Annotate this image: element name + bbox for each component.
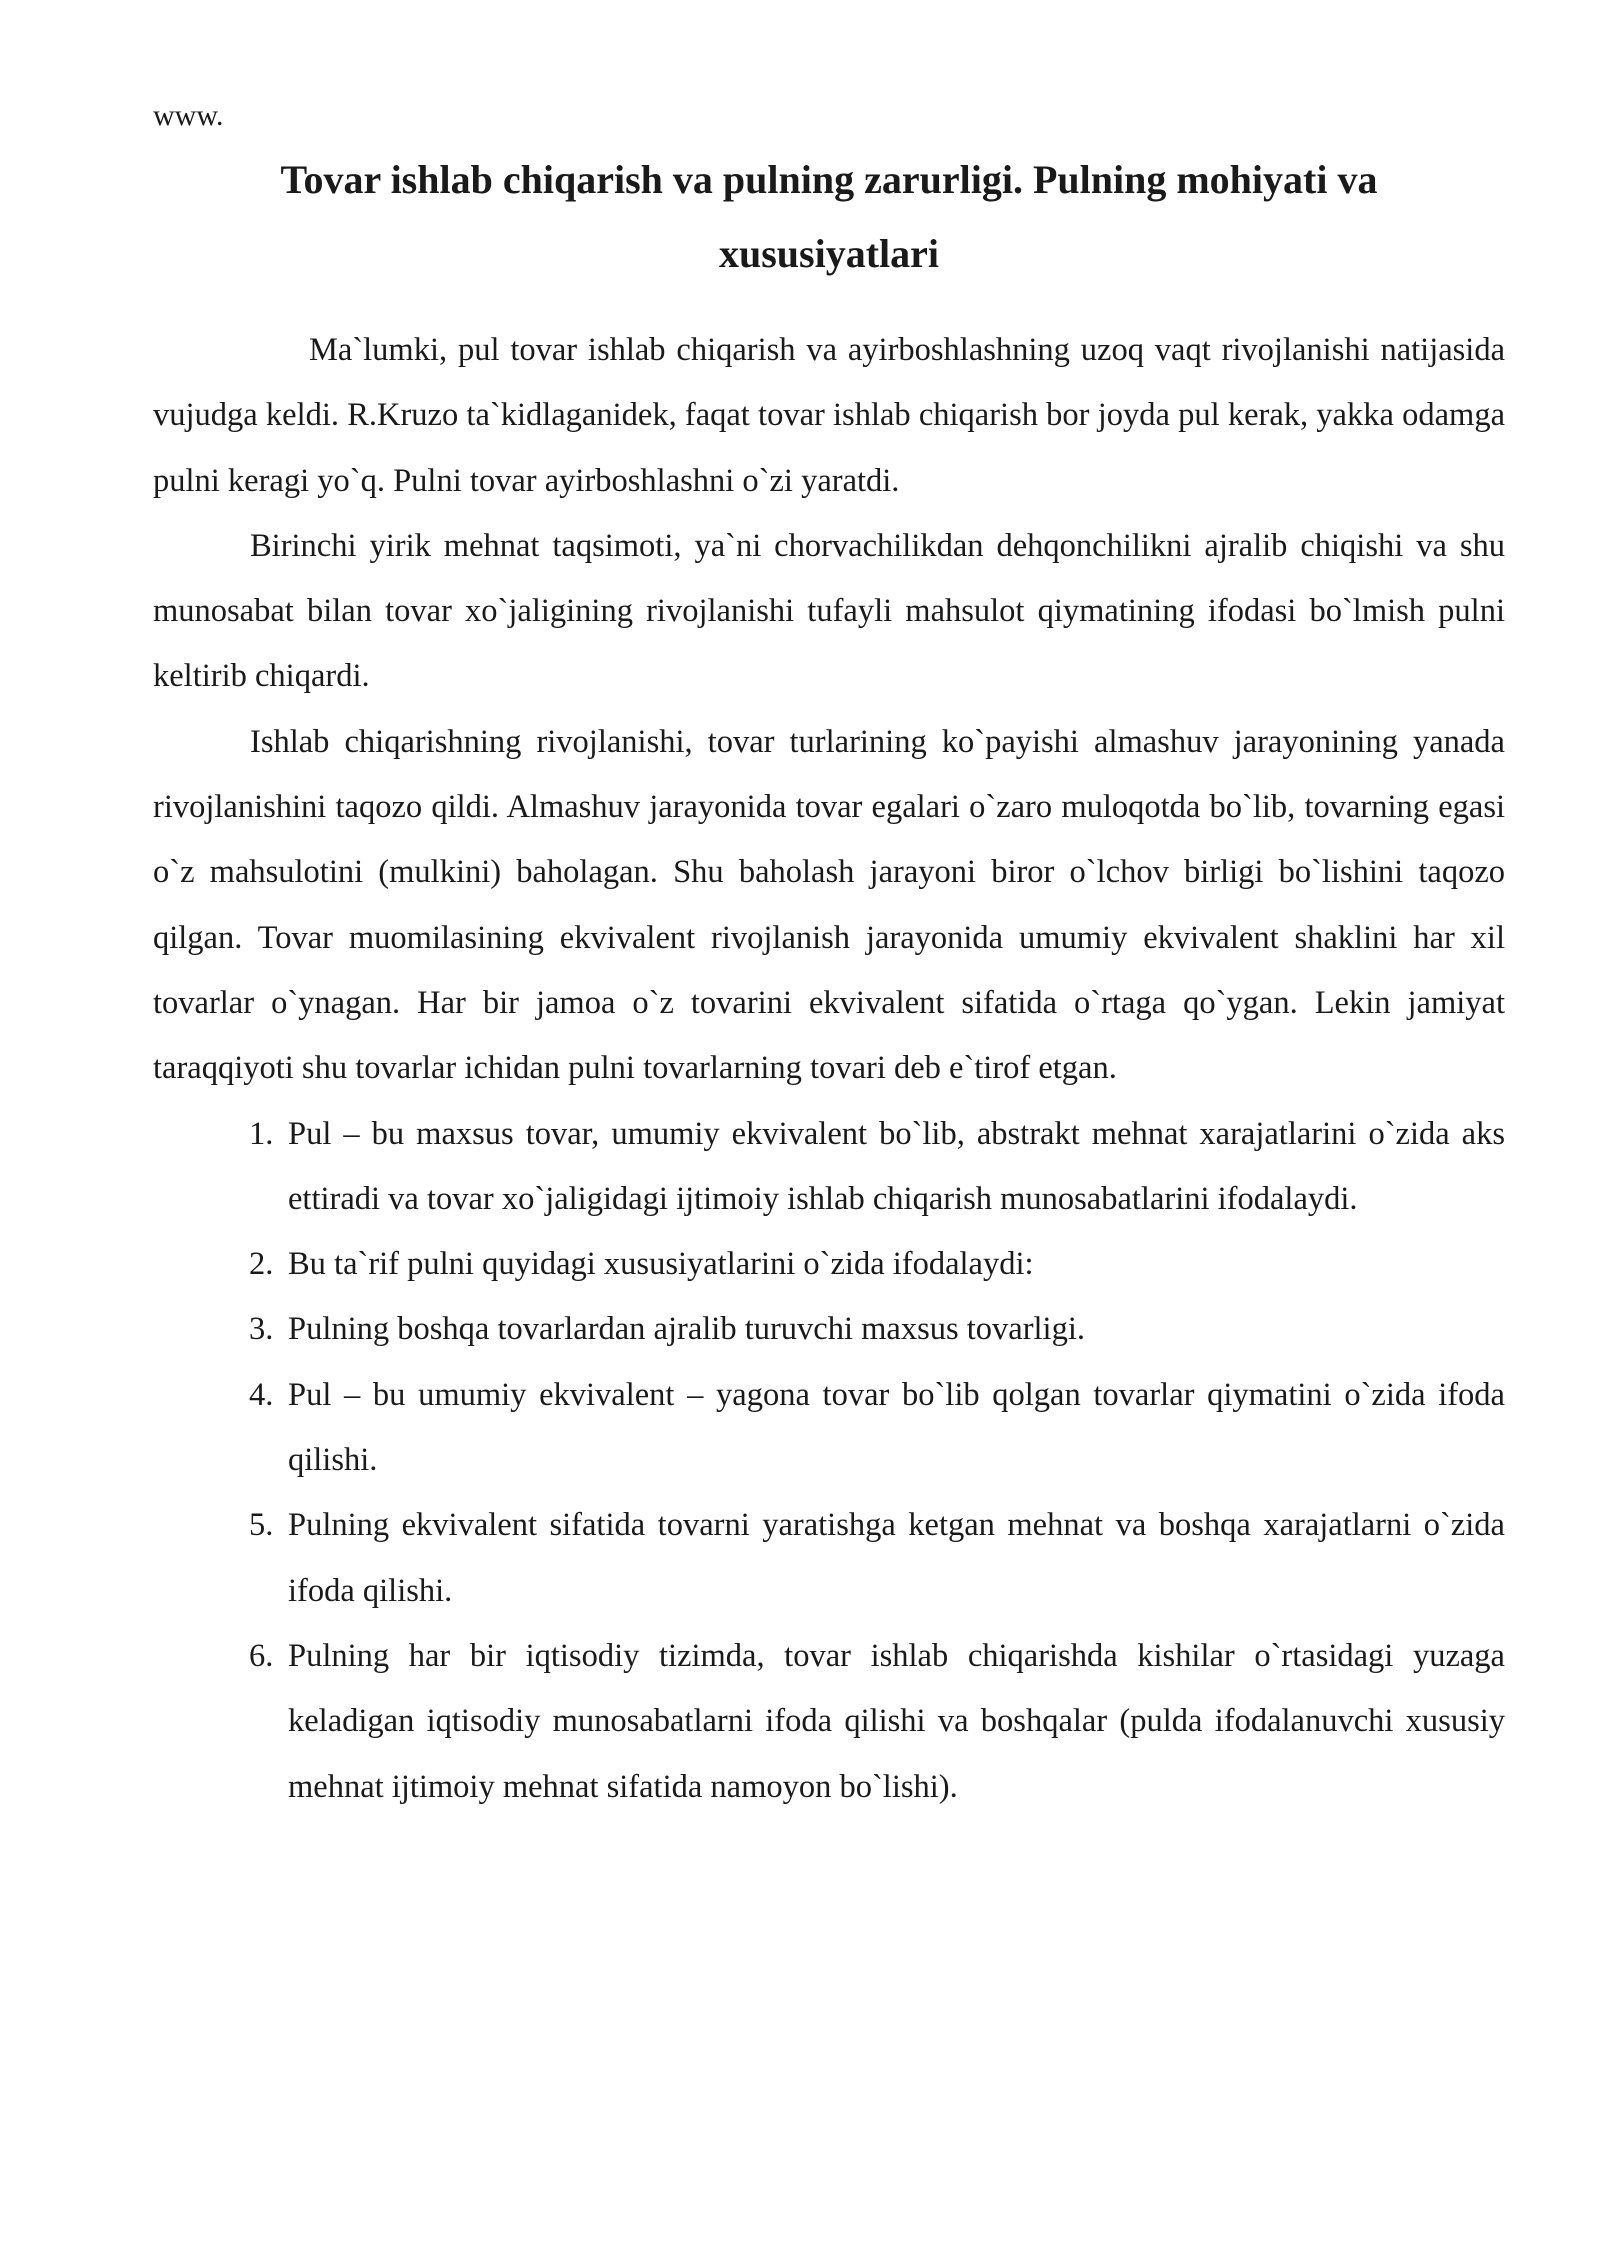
list-item-number: 3.	[249, 1311, 274, 1348]
document-title	[153, 143, 1505, 291]
list-item	[153, 1493, 1505, 1624]
list-item-text: Pulning ekvivalent sifatida tovarni yaratishga ketgan mehnat va boshqa xarajatlarni o`zida ifoda qilishi.	[288, 1507, 1505, 1609]
list-item	[153, 1232, 1505, 1297]
list-item-text: Pulning har bir iqtisodiy tizimda, tovar ishlab chiqarishda kishilar o`rtasidagi yuzaga keladigan iqtisodiy munosabatlarni ifoda qilishi va boshqalar (pulda ifodalanuvchi xususiy mehnat ijtimoiy mehnat sifatida namoyon bo`lishi).	[288, 1637, 1505, 1805]
document-body	[153, 318, 1505, 1820]
list-item	[153, 1102, 1505, 1233]
list-item-text: Pulning boshqa tovarlardan ajralib turuvchi maxsus tovarligi.	[288, 1311, 1085, 1348]
list-item	[153, 1297, 1505, 1362]
list-item	[153, 1624, 1505, 1820]
list-item-text: Pul – bu umumiy ekvivalent – yagona tovar bo`lib qolgan tovarlar qiymatini o`zida ifoda qilishi.	[288, 1376, 1505, 1479]
list-item-number: 4.	[249, 1376, 274, 1413]
list-item	[153, 1363, 1505, 1494]
list-item-text: Pul – bu maxsus tovar, umumiy ekvivalent bo`lib, abstrakt mehnat xarajatlarini o`zida aks ettiradi va tovar xo`jaligidagi ijtimoiy ishlab chiqarish munosabatlarini ifodalaydi.	[288, 1115, 1505, 1217]
properties-list	[153, 1102, 1505, 1820]
list-item-number: 5.	[249, 1507, 274, 1544]
list-item-text: Bu ta`rif pulni quyidagi xususiyatlarini o`zida ifodalaydi:	[288, 1246, 1034, 1283]
paragraph-exchange-development: Ishlab chiqarishning rivojlanishi, tovar turlarining ko`payishi almashuv jarayonining yanada rivojlanishini taqozo qildi. Almashuv jarayonida tovar egalari o`zaro muloqotda bo`lib, tovarning egasi o`z mahsulotini (mulkini) baholagan. Shu baholash jarayoni biror o`lchov birligi bo`lishini taqozo qilgan. Tovar muomilasining ekvivalent rivojlanish jarayonida umumiy ekvivalent shaklini har xil tovarlar o`ynagan. Har bir jamoa o`z tovarini ekvivalent sifatida o`rtaga qo`ygan. Lekin jamiyat taraqqiyoti shu tovarlar ichidan pulni tovarlarning tovari deb e`tirof etgan.	[153, 723, 1505, 1087]
paragraph-division-of-labor: Birinchi yirik mehnat taqsimoti, ya`ni chorvachilikdan dehqonchilikni ajralib chiqishi va shu munosabat bilan tovar xo`jaligining rivojlanishi tufayli mahsulot qiymatining ifodasi bo`lmish pulni keltirib chiqardi.	[153, 527, 1505, 695]
paragraph-intro: Ma`lumki, pul tovar ishlab chiqarish va ayirboshlashning uzoq vaqt rivojlanishi natijasida vujudga keldi. R.Kruzo ta`kidlaganidek, faqat tovar ishlab chiqarish bor joyda pul kerak, yakka odamga pulni keragi yo`q. Pulni tovar ayirboshlashni o`zi yaratdi.	[153, 332, 1505, 499]
list-item-number: 6.	[249, 1637, 274, 1674]
header-url: www.	[153, 99, 224, 132]
title-line-1: Tovar ishlab chiqarish va pulning zarurligi. Pulning mohiyati va	[280, 157, 1378, 202]
list-item-number: 2.	[249, 1246, 274, 1283]
title-line-2: xususiyatlari	[718, 231, 940, 276]
list-item-number: 1.	[249, 1115, 274, 1152]
